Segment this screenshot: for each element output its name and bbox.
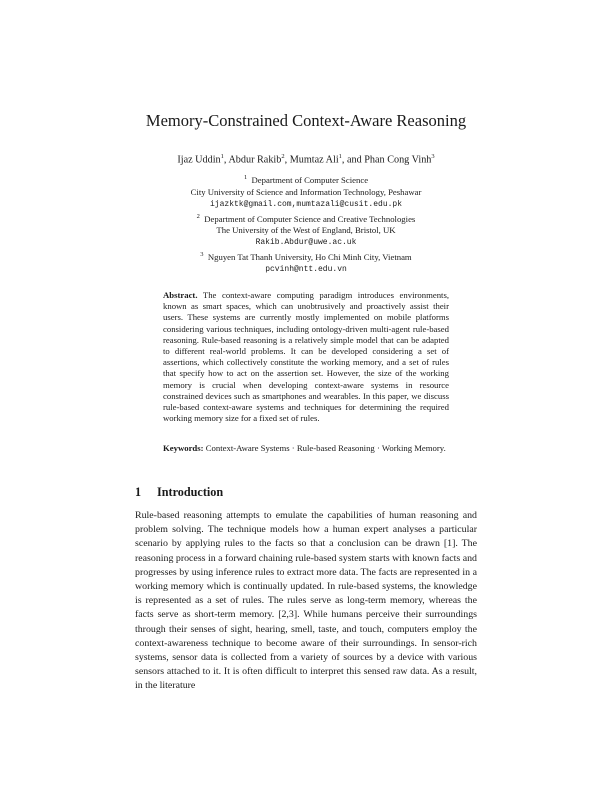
keywords <box>163 443 449 454</box>
author-affiliation-mark: 1 <box>338 153 342 160</box>
abstract-label: Abstract. <box>163 290 198 300</box>
section-title: Introduction <box>157 485 224 499</box>
author-separator: , <box>284 154 290 166</box>
author-name: Mumtaz Ali <box>289 154 339 166</box>
section-number: 1 <box>135 485 142 499</box>
affiliation-text: Nguyen Tat Thanh University, Ho Chi Minh City, Vietnam <box>207 252 412 263</box>
author-separator: , and <box>341 154 365 166</box>
affiliation-text: Department of Computer Science <box>251 174 369 185</box>
keywords-label: Keywords: <box>163 443 204 453</box>
affiliation-block <box>0 172 612 276</box>
affiliation-number: 1 <box>243 174 248 181</box>
affiliation-number: 3 <box>200 251 204 259</box>
affiliation-email: pcvinh@ntt.edu.vn <box>265 265 347 275</box>
affiliation-text: City University of Science and Information Technology, Peshawar <box>190 186 422 197</box>
author-separator: , <box>223 154 229 166</box>
author-affiliation-mark: 3 <box>431 153 435 160</box>
paper-title: Memory-Constrained Context-Aware Reasoning <box>145 111 467 130</box>
author-name: Phan Cong Vinh <box>364 154 432 166</box>
author-name: Ijaz Uddin <box>177 154 221 166</box>
author-affiliation-mark: 2 <box>281 153 285 160</box>
affiliation-line <box>0 172 612 187</box>
affiliation-line <box>0 187 612 199</box>
author-list <box>0 150 612 166</box>
affiliation-line <box>0 211 612 226</box>
author-name: Abdur Rakib <box>228 154 282 166</box>
affiliation-text: Department of Computer Science and Creative Technologies <box>204 213 416 224</box>
section-body: Rule-based reasoning attempts to emulate the capabilities of human reasoning and problem solving. The technique models how a human expert analyses a particular scenario by applying rules to the facts so that a conclusion can be drawn [1]. The reasoning process in a forward chaining rule-based system starts with known facts and progresses by using inference rules to extract more data. The facts are represented in a working memory which is continually updated. In rule-based systems, the knowledge is represented as a set of rules. The rules serve as long-term memory, whereas the facts serve as short-term memory. [2,3]. While humans perceive their surroundings through their senses of sight, hearing, smell, taste, and touch, computers employ the context-awareness technique to become aware of their surroundings. In sensor-rich systems, sensor data is collected from a variety of sources by a device with various sensors attached to it. It is often difficult to interpret this sensed raw data. As a result, in the literature <box>135 510 477 692</box>
section-heading <box>135 485 223 500</box>
affiliation-email: ijazktk@gmail.com,mumtazali@cusit.edu.pk <box>209 199 403 209</box>
affiliation-text: The University of the West of England, Bristol, UK <box>216 225 396 236</box>
affiliation-line <box>0 225 612 237</box>
affiliation-line <box>0 249 612 264</box>
affiliation-email: Rakib.Abdur@uwe.ac.uk <box>255 238 357 248</box>
abstract-text: The context-aware computing paradigm introduces environments, known as smart spaces, which can unobtrusively and proactively assist their users. These systems are currently mostly implemented on mobile platforms considering various techniques, including ontology-driven multi-agent rule-based reasoning. Rule-based reasoning is a relatively simple model that can be adapted to different real-world problems. It can be developed considering a set of assertions, which collectively constitute the working memory, and a set of rules that specify how to act on the assertion set. However, the size of the working memory is crucial when developing context-aware systems in resource constrained devices such as smartphones and wearables. In this paper, we discuss rule-based context-aware systems and techniques for determining the required working memory size for a fixed set of rules. <box>163 290 449 424</box>
affiliation-number: 2 <box>196 212 200 220</box>
abstract <box>163 290 449 424</box>
keywords-text: Context-Aware Systems · Rule-based Reasoning · Working Memory. <box>205 443 446 453</box>
author-affiliation-mark: 1 <box>220 153 224 160</box>
